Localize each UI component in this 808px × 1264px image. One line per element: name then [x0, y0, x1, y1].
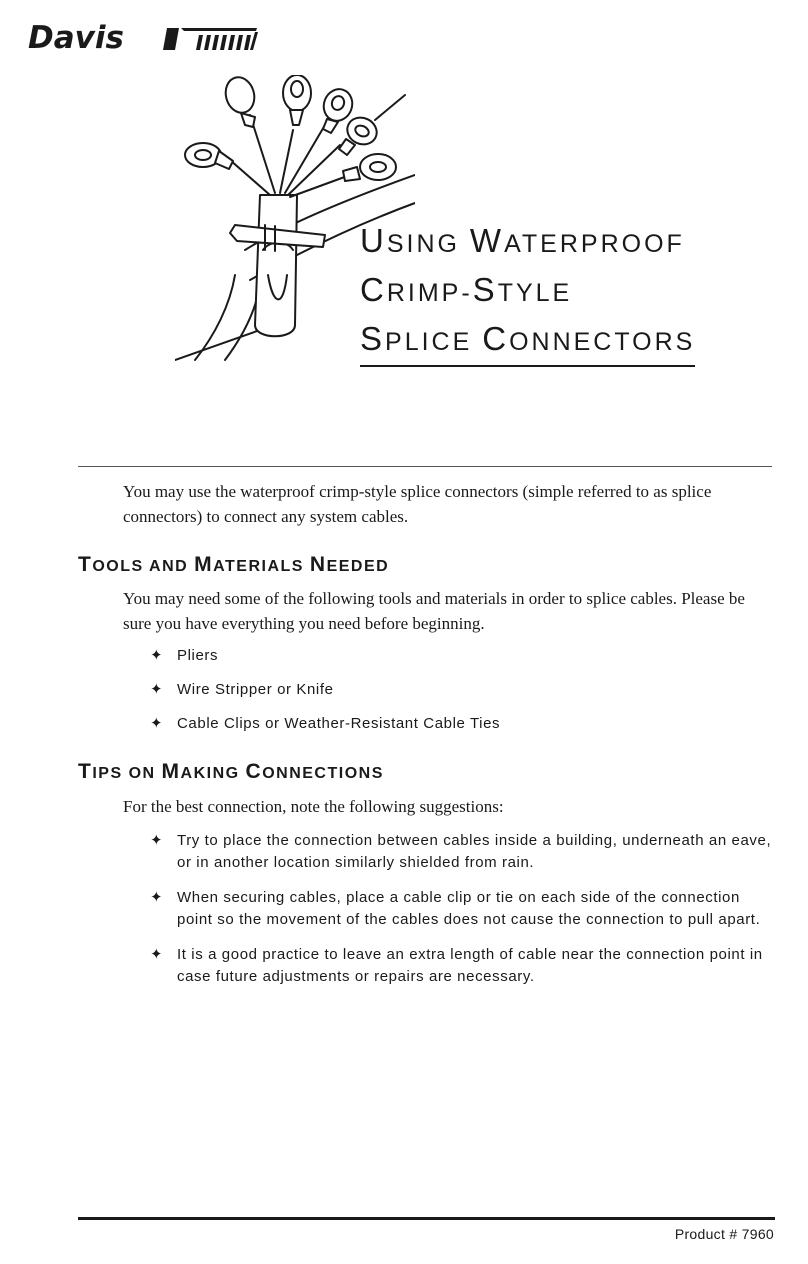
bottom-divider	[78, 1217, 775, 1220]
bullet-star-icon: ✦	[150, 946, 164, 963]
list-item: ✦ When securing cables, place a cable clip or tie on each side of the connection point so the movement of the cables does not cause the connection to pull apart.	[150, 889, 761, 928]
list-item: ✦ Cable Clips or Weather-Resistant Cable Ties	[150, 713, 775, 735]
tips-list	[150, 830, 775, 988]
product-number: Product # 7960	[674, 1226, 774, 1242]
bullet-star-icon: ✦	[150, 832, 164, 849]
intro-paragraph: You may use the waterproof crimp-style splice connectors (simple referred to as splice connectors) to connect any system cables.	[123, 482, 712, 526]
section-heading-tips: TIPS ON MAKING CONNECTIONS	[78, 760, 384, 783]
logo-stripes-icon	[163, 26, 258, 52]
title-line-1: USING WATERPROOF	[360, 222, 685, 259]
tips-paragraph: For the best connection, note the following suggestions:	[123, 797, 504, 816]
bullet-star-icon: ✦	[150, 889, 164, 906]
top-divider	[78, 466, 772, 467]
title-line-2: CRIMP-STYLE	[360, 271, 573, 308]
title-line-3: SPLICE CONNECTORS	[360, 316, 695, 367]
bullet-star-icon: ✦	[150, 681, 164, 698]
bullet-star-icon: ✦	[150, 715, 164, 732]
logo-text: Davis	[28, 20, 124, 56]
list-item: ✦ Pliers	[150, 645, 775, 667]
list-item: ✦ Wire Stripper or Knife	[150, 679, 775, 701]
tools-paragraph: You may need some of the following tools and materials in order to splice cables. Please be sure you have everything you need before beginning.	[123, 589, 745, 633]
davis-logo	[28, 20, 238, 56]
list-item: ✦ It is a good practice to leave an extra length of cable near the connection point in case future adjustments or repairs are necessary.	[150, 946, 763, 985]
section-heading-tools: TOOLS AND MATERIALS NEEDED	[78, 553, 390, 576]
list-item: ✦ Try to place the connection between cables inside a building, underneath an eave, or in another location similarly shielded from rain.	[150, 832, 772, 871]
document-title	[360, 218, 695, 367]
tools-list	[150, 645, 775, 735]
bullet-star-icon: ✦	[150, 647, 164, 664]
